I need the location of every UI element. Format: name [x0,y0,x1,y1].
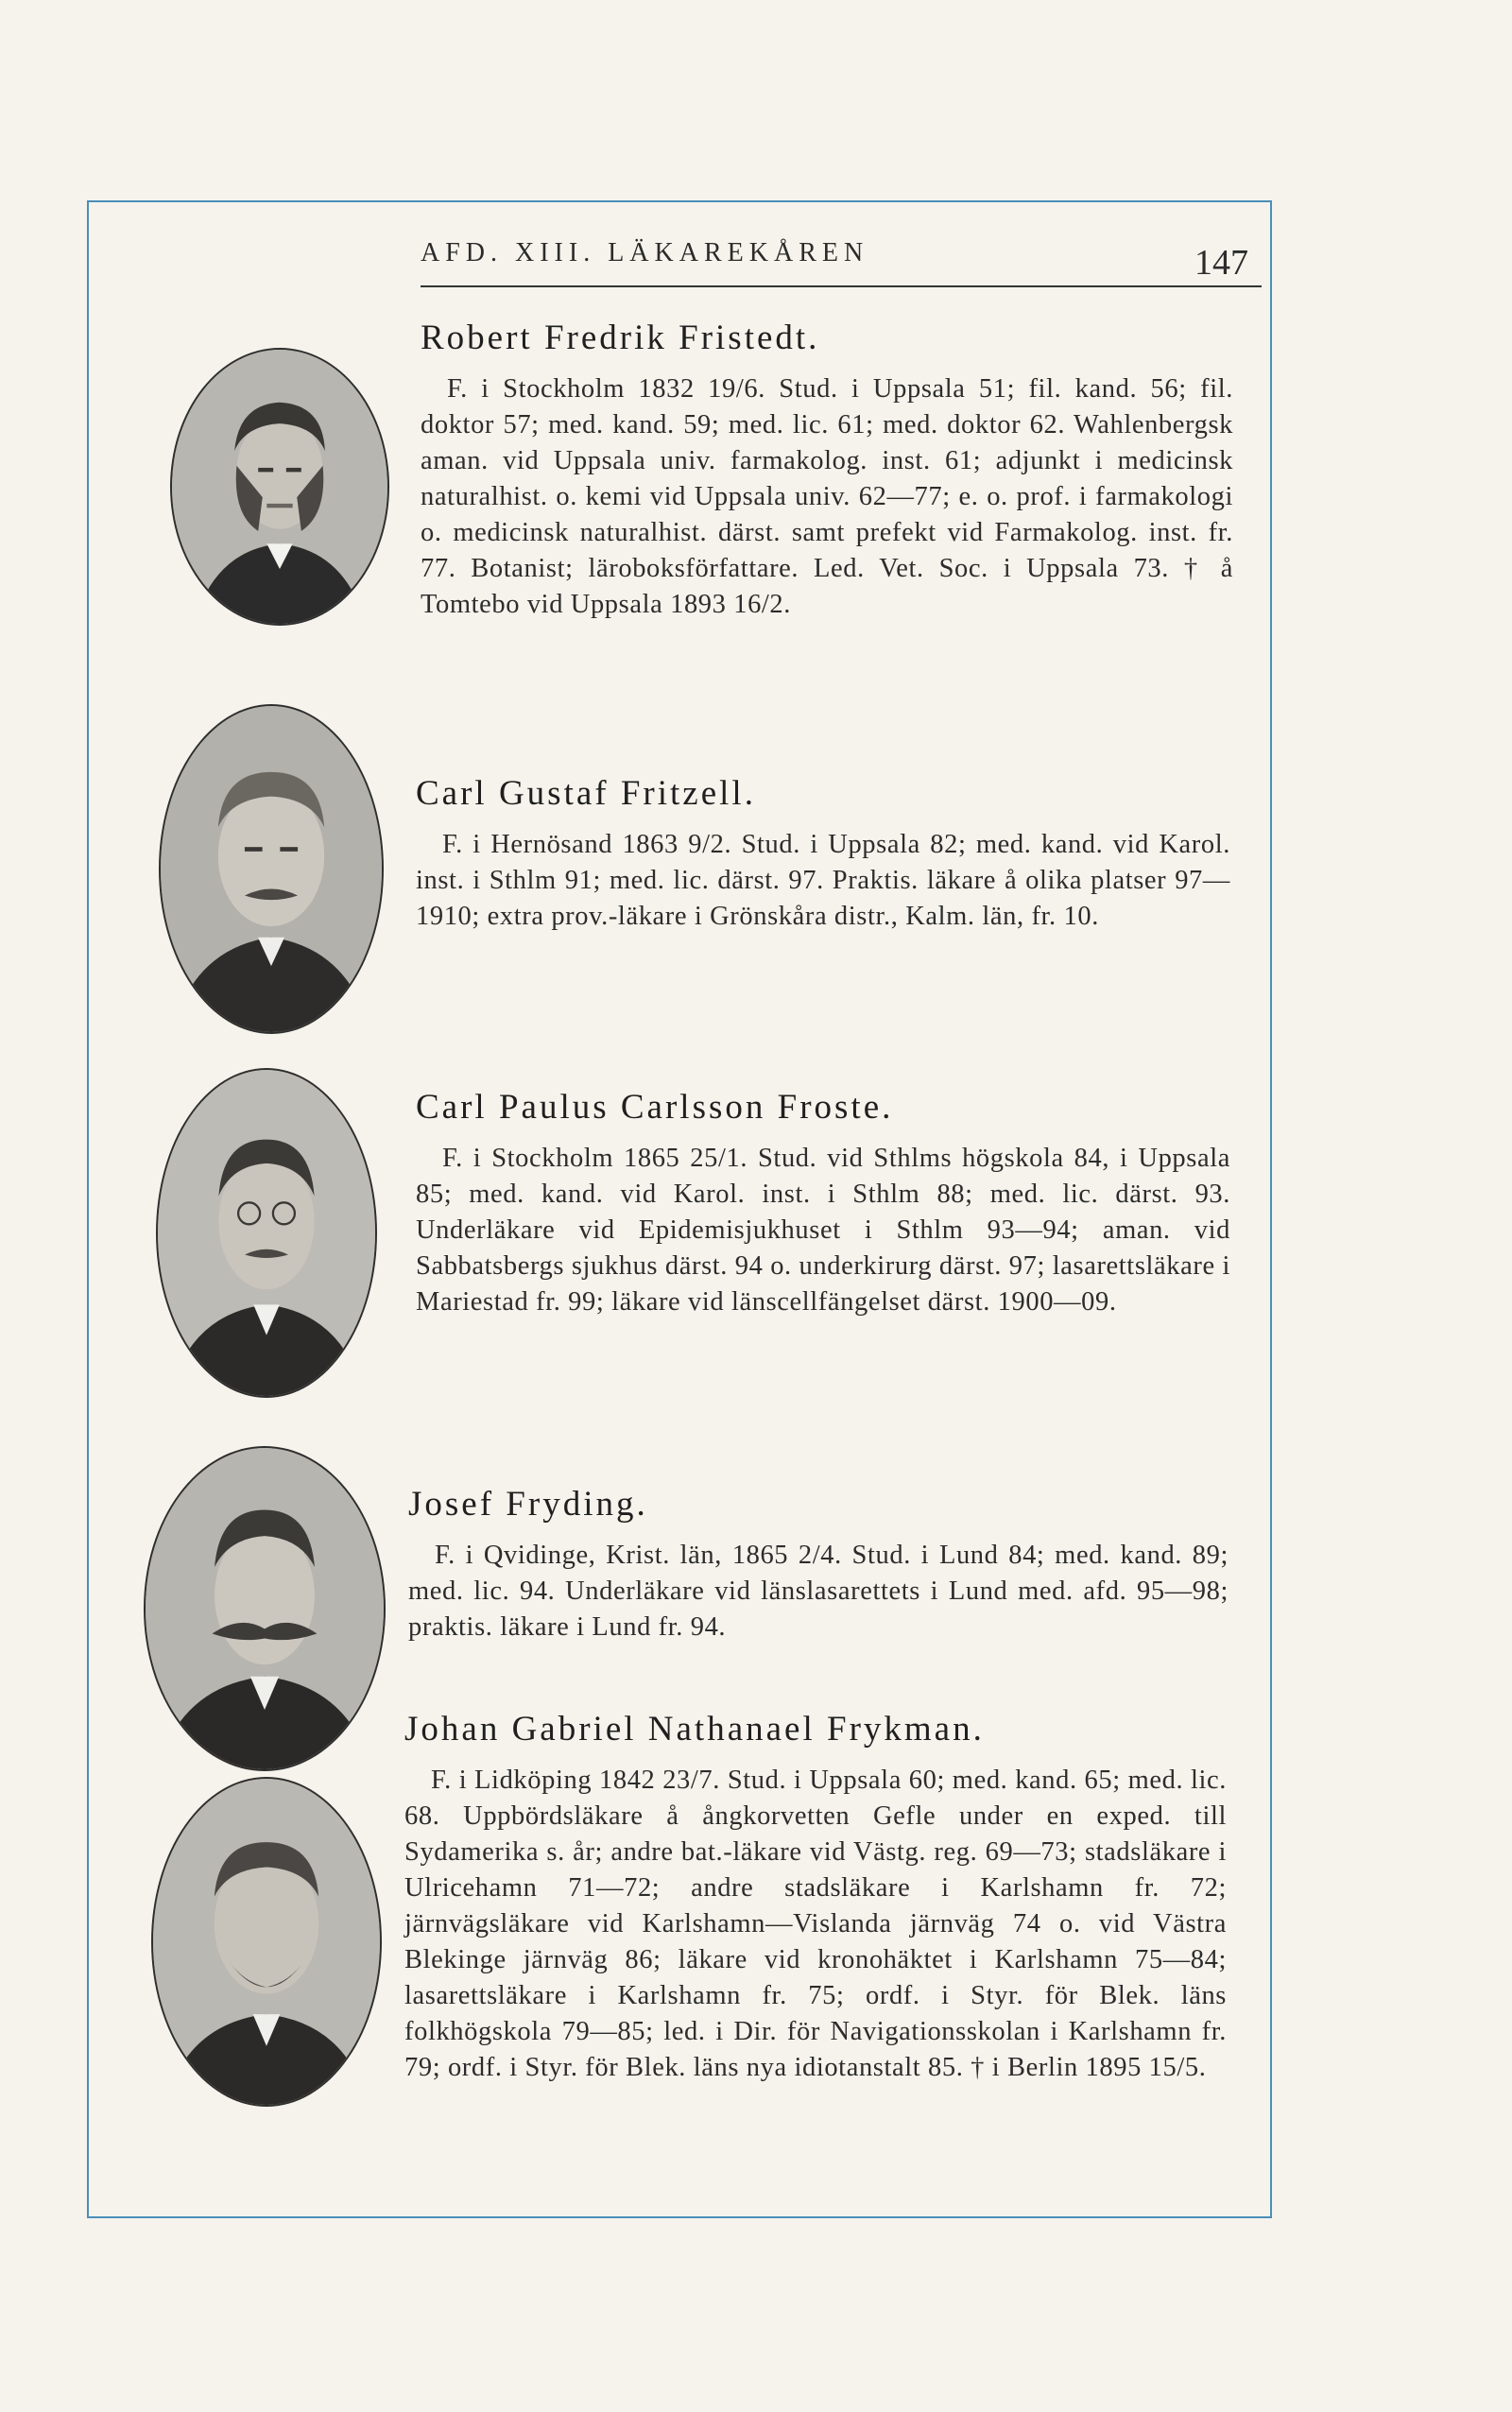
entry-name: Josef Fryding. [408,1485,648,1524]
portrait-photo-icon [156,1068,377,1398]
entry-name: Carl Paulus Carlsson Froste. [416,1088,894,1127]
entry-name: Johan Gabriel Nathanael Frykman. [404,1710,985,1749]
running-head: AFD. XIII. LÄKAREKÅREN [421,238,869,267]
biography-entry [421,318,1233,623]
biography-entry [416,1087,1230,1320]
portrait-photo-icon [144,1446,386,1771]
entry-biography: F. i Stockholm 1865 25/1. Stud. vid Sthlms högskola 84, i Uppsala 85; med. kand. vid Karol. inst. i Sthlm 88; med. lic. därst. 93. Underläkare vid Epidemisjukhuset i Sthlm 93—94; aman. vid Sabbatsbergs sjukhus därst. 94 o. underkirurg därst. 97; lasarettsläkare i Mariestad fr. 99; läkare vid länscellfängelset därst. 1900—09. [416,1144,1230,1317]
portrait-photo-icon [170,348,389,626]
entry-biography: F. i Hernösand 1863 9/2. Stud. i Uppsala 82; med. kand. vid Karol. inst. i Sthlm 91; med. lic. därst. 97. Praktis. läkare å olika platser 97—1910; extra prov.-läkare i Grönskåra distr., Kalm. län, fr. 10. [416,830,1230,931]
biography-entry [416,773,1230,935]
page-header [421,236,1262,287]
portrait-photo-icon [151,1777,382,2107]
page-number: 147 [1194,243,1248,283]
biography-entry [408,1484,1228,1645]
entry-name: Carl Gustaf Fritzell. [416,774,756,813]
entry-name: Robert Fredrik Fristedt. [421,319,820,357]
entry-biography: F. i Lidköping 1842 23/7. Stud. i Uppsala 60; med. kand. 65; med. lic. 68. Uppbördsläkare å ångkorvetten Gefle under en exped. till Sydamerika s. år; andre bat.-läkare vid Västg. reg. 69—73; stadsläkare i Ulricehamn 71—72; andre stadsläkare i Karlshamn fr. 72; järnvägsläkare vid Karlshamn—Vislanda järnväg 74 o. vid Västra Blekinge järnväg 86; läkare vid kronohäktet i Karlshamn 75—84; lasarettsläkare i Karlshamn fr. 75; ordf. i Styr. för Blek. läns folkhögskola 79—85; led. i Dir. för Navigationsskolan i Karlshamn fr. 79; ordf. i Styr. för Blek. läns nya idiotanstalt 85. † i Berlin 1895 15/5. [404,1766,1227,2082]
portrait-photo-icon [159,704,384,1034]
entry-biography: F. i Stockholm 1832 19/6. Stud. i Uppsala 51; fil. kand. 56; fil. doktor 57; med. kand. 59; med. lic. 61; med. doktor 62. Wahlenbergsk aman. vid Uppsala univ. farmakolog. inst. 61; adjunkt i medicinsk naturalhist. o. kemi vid Uppsala univ. 62—77; e. o. prof. i farmakologi o. medicinsk naturalhist. därst. samt prefekt vid Farmakolog. inst. fr. 77. Botanist; läroboksförfattare. Led. Vet. Soc. i Uppsala 73. † å Tomtebo vid Uppsala 1893 16/2. [421,374,1233,619]
biography-entry [404,1709,1227,2086]
entry-biography: F. i Qvidinge, Krist. län, 1865 2/4. Stud. i Lund 84; med. kand. 89; med. lic. 94. Underläkare vid länslasarettets i Lund med. afd. 95—98; praktis. läkare i Lund fr. 94. [408,1541,1228,1642]
